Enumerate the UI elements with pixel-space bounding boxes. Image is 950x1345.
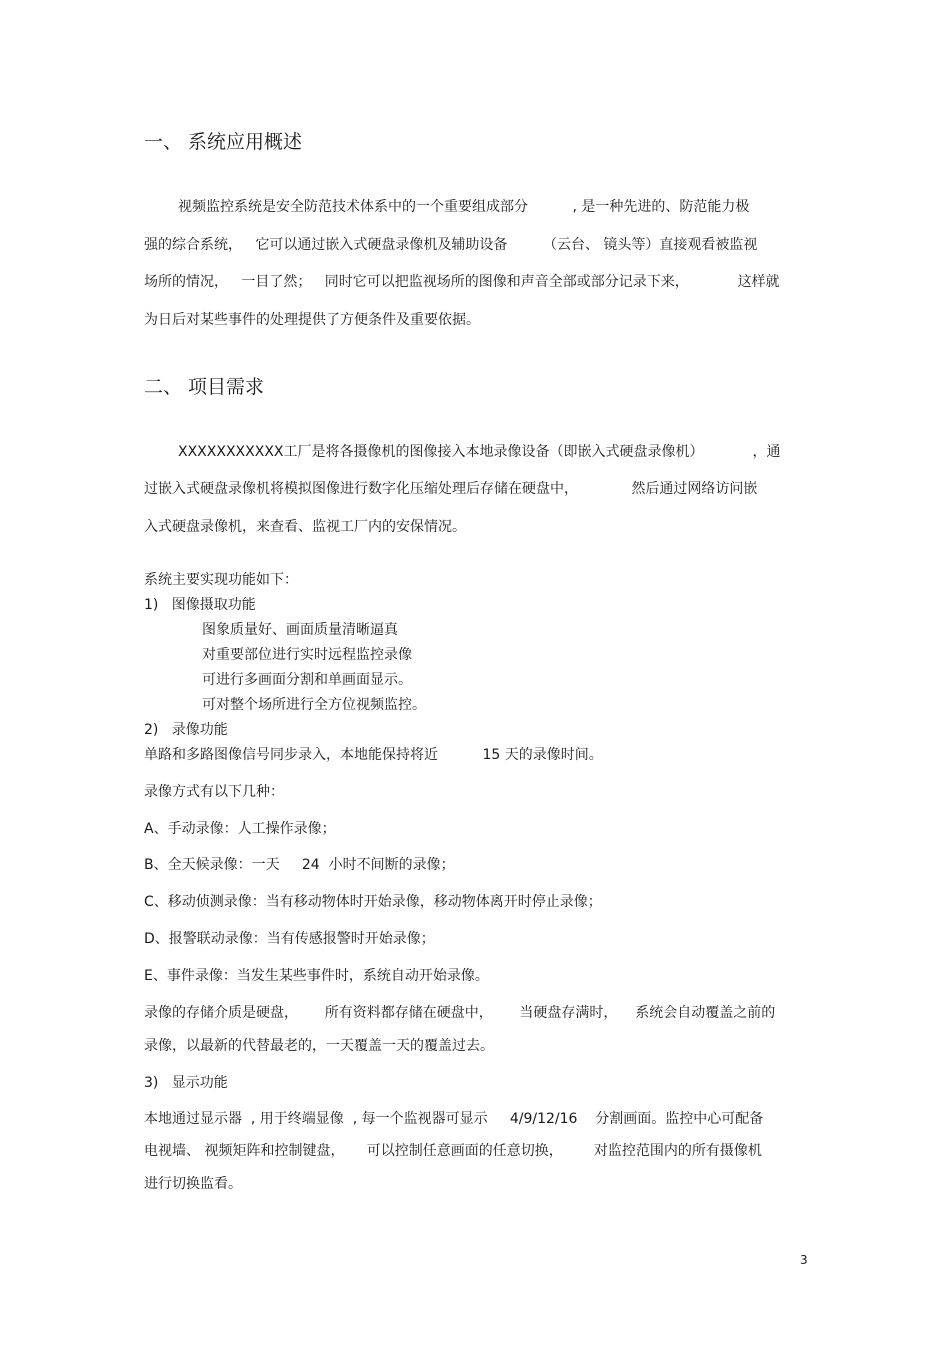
paragraph-line: 本地通过显示器 , 用于终端显像 , 每一个监视器可显示 4/9/12/16 分割画面。监控中心可配备 — [144, 1111, 764, 1127]
paragraph-line: 电视墙、 视频矩阵和控制键盘， 可以控制任意画面的任意切换， 对监控范围内的所有摄像机 — [144, 1143, 762, 1159]
list-item-title: 3) 显示功能 — [144, 1075, 228, 1091]
paragraph-line: XXXXXXXXXXX工厂是将各摄像机的图像接入本地录像设备（即嵌入式硬盘录像机） ，通 — [178, 444, 781, 460]
list-item-title: 2) 录像功能 — [144, 722, 228, 738]
paragraph-line: 场所的情况， 一目了然； 同时它可以把监视场所的图像和声音全部或部分记录下来， 这样就 — [144, 274, 780, 290]
paragraph-line: 视频监控系统是安全防范技术体系中的一个重要组成部分 , 是一种先进的、防范能力极 — [178, 199, 750, 215]
sub-list-item: 可对整个场所进行全方位视频监控。 — [202, 697, 426, 713]
paragraph-line: 入式硬盘录像机，来查看、监视工厂内的安保情况。 — [144, 519, 466, 535]
paragraph-line: 进行切换监看。 — [144, 1176, 242, 1192]
sub-list-item: 图象质量好、画面质量清晰逼真 — [202, 622, 398, 638]
list-item: B、全天候录像：一天 24 小时不间断的录像； — [144, 857, 455, 873]
page-number: 3 — [800, 1253, 808, 1267]
list-item: D、报警联动录像：当有传感报警时开始录像； — [144, 931, 435, 947]
paragraph-line: 过嵌入式硬盘录像机将模拟图像进行数字化压缩处理后存储在硬盘中， 然后通过网络访问嵌 — [144, 481, 758, 497]
list-item: A、手动录像：人工操作录像； — [144, 821, 336, 837]
paragraph-line: 录像，以最新的代替最老的，一天覆盖一天的覆盖过去。 — [144, 1038, 494, 1054]
paragraph-line: 为日后对某些事件的处理提供了方便条件及重要依据。 — [144, 312, 480, 328]
paragraph-line: 录像的存储介质是硬盘， 所有资料都存储在硬盘中， 当硬盘存满时， 系统会自动覆盖之前的 — [144, 1005, 776, 1021]
list-item: C、移动侦测录像：当有移动物体时开始录像，移动物体离开时停止录像； — [144, 894, 602, 910]
paragraph-line: 强的综合系统， 它可以通过嵌入式硬盘录像机及辅助设备 （云台、 镜头等）直接观看被监视 — [144, 237, 758, 253]
modes-intro: 录像方式有以下几种： — [144, 784, 284, 800]
paragraph-line: 单路和多路图像信号同步录入，本地能保持将近 15 天的录像时间。 — [144, 747, 603, 763]
sub-list-item: 可进行多画面分割和单画面显示。 — [202, 672, 412, 688]
section-heading-overview: 一、 系统应用概述 — [144, 131, 303, 153]
section-heading-requirements: 二、 项目需求 — [144, 376, 265, 398]
sub-list-item: 对重要部位进行实时远程监控录像 — [202, 647, 412, 663]
functions-intro: 系统主要实现功能如下： — [144, 572, 298, 588]
list-item: E、事件录像：当发生某些事件时，系统自动开始录像。 — [144, 968, 489, 984]
list-item-title: 1) 图像摄取功能 — [144, 597, 256, 613]
